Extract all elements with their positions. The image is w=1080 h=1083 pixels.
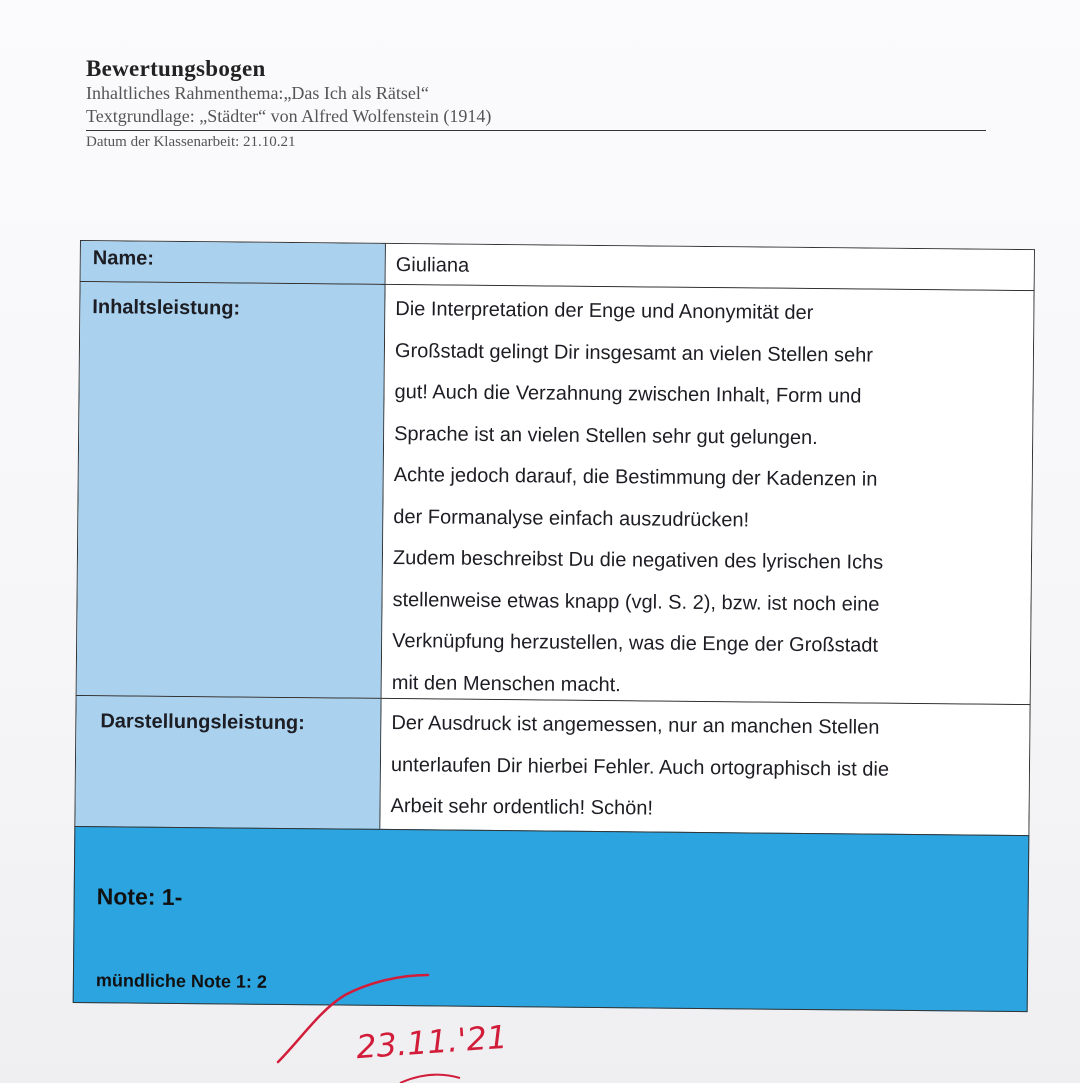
- exam-date-line: Datum der Klassenarbeit: 21.10.21: [86, 134, 296, 150]
- name-label: Name:: [81, 241, 386, 284]
- content-line: mit den Menschen macht.: [391, 671, 621, 696]
- pen-stroke: [400, 1075, 460, 1083]
- theme-line: Inhaltliches Rahmenthema:„Das Ich als Rätsel“: [86, 83, 429, 103]
- content-line: Achte jedoch darauf, die Bestimmung der Kadenzen in: [393, 464, 878, 491]
- content-line: Zudem beschreibst Du die negativen des lyrischen Ichs: [392, 547, 884, 574]
- content-line: Die Interpretation der Enge und Anonymität der: [395, 298, 814, 325]
- content-line: Sprache ist an vielen Stellen sehr gut gelungen.: [394, 422, 818, 449]
- content-label: Inhaltsleistung:: [77, 282, 386, 698]
- content-line: stellenweise etwas knapp (vgl. S. 2), bzw. ist noch eine: [392, 588, 880, 616]
- handwritten-date: 23.11.'21: [354, 1017, 509, 1067]
- grade-label: Note: 1-: [96, 883, 183, 911]
- oral-grade-label: mündliche Note 1: 2: [95, 970, 268, 992]
- content-line: der Formanalyse einfach auszudrücken!: [393, 505, 750, 531]
- presentation-label: Darstellungsleistung:: [75, 696, 381, 829]
- content-line: Verknüpfung herzustellen, was die Enge der Großstadt: [392, 630, 879, 657]
- content-line: gut! Auch die Verzahnung zwischen Inhalt, Form und: [394, 381, 862, 408]
- name-value: Giuliana: [386, 244, 1034, 290]
- presentation-line: Der Ausdruck ist angemessen, nur an manchen Stellen: [391, 712, 880, 739]
- content-line: Großstadt gelingt Dir insgesamt an vielen Stellen sehr: [394, 339, 874, 367]
- text-basis-line: Textgrundlage: „Städter“ von Alfred Wolfenstein (1914): [86, 105, 986, 131]
- document-title: Bewertungsbogen: [86, 56, 266, 81]
- presentation-line: unterlaufen Dir hierbei Fehler. Auch ortographisch ist die: [390, 753, 890, 781]
- presentation-line: Arbeit sehr ordentlich! Schön!: [390, 795, 654, 820]
